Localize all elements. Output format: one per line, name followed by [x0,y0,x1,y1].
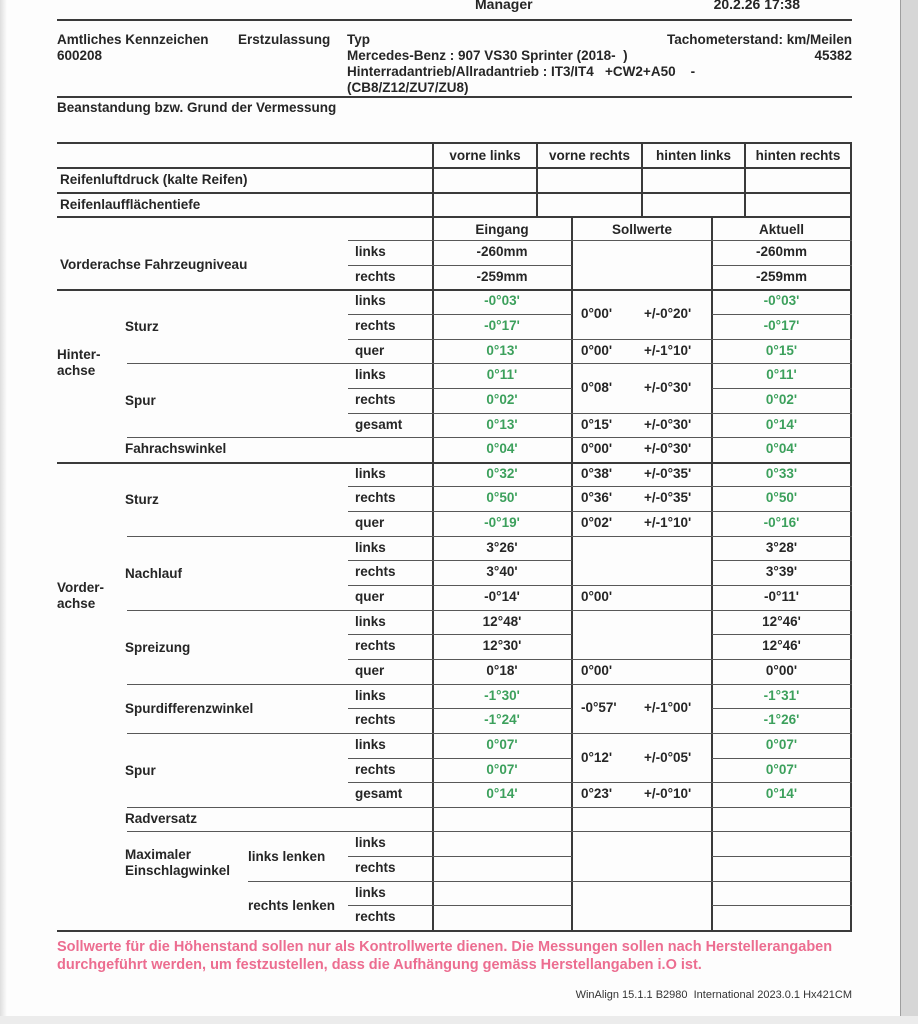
tire-table-line [57,167,852,169]
table-line [348,388,572,389]
row-sub-label: gesamt [355,417,403,432]
table-line [348,486,852,487]
row-sub-label: quer [355,515,385,530]
soll-tolerance: +/-1°00' [644,700,692,715]
value-aktuell: -0°16' [763,515,800,530]
value-eingang: 0°13' [486,417,518,432]
value-aktuell: -0°11' [764,589,799,604]
value-eingang: -0°19' [484,515,520,530]
group-line [248,881,852,882]
row-sub-label: links [355,367,386,382]
soll-nominal: 0°00' [581,663,613,678]
row-sub-label: rechts [355,860,396,875]
group-label-spreizung: Spreizung [125,640,191,655]
soll-nominal: 0°38' [581,466,613,481]
group-line [127,684,852,685]
soll-nominal: 0°23' [581,786,613,801]
value-aktuell: 0°02' [765,392,798,407]
value-eingang: -0°03' [484,293,520,308]
row-sub-label: rechts [355,909,396,924]
vehicle-drivetrain: Hinterradantrieb/Allradantrieb : IT3/IT4 +CW2+A50 - [347,64,696,79]
value-aktuell: 0°00' [765,663,798,678]
value-aktuell: 0°07' [765,762,798,777]
table-line [712,905,852,906]
table-line [712,265,852,266]
soll-nominal: 0°02' [581,515,613,530]
software-version: WinAlign 15.1.1 B2980 International 2023.0.1 Hx421CM [575,989,852,1001]
soll-nominal: 0°00' [581,306,613,321]
col-header-sollwerte: Sollwerte [611,222,673,237]
value-eingang: 0°11' [486,367,518,382]
table-line [712,560,852,561]
table-line [712,314,852,315]
table-line [712,708,852,709]
soll-nominal: 0°12' [581,750,613,765]
row-sub-label: gesamt [355,786,403,801]
table-line [348,314,572,315]
table-line [348,856,572,857]
row-sub-label: quer [355,589,385,604]
row-sub-label: rechts [355,392,396,407]
value-eingang: -1°30' [484,688,520,703]
value-aktuell: 0°11' [766,367,797,382]
value-eingang: 0°07' [486,737,518,752]
table-line [348,240,852,241]
table-line [348,708,572,709]
tire-row-label: Reifenluftdruck (kalte Reifen) [60,172,248,187]
value-aktuell: 0°14' [765,786,798,801]
soll-nominal: 0°00' [581,441,613,456]
row-sub-label: quer [355,343,385,358]
page-edge-bottom [0,1016,918,1024]
erstzulassung-label: Erstzulassung [238,32,331,47]
table-line [348,339,852,340]
soll-tolerance: +/-0°10' [644,786,692,801]
table-line [348,585,852,586]
table-line [348,413,852,414]
value-eingang: -1°24' [484,712,520,727]
table-line [348,634,572,635]
group-label-hinterachse: Hinter- [57,347,101,362]
group-label-spur-vorn: Spur [125,763,156,778]
group-label-nachlauf: Nachlauf [125,566,183,581]
table-line [712,856,852,857]
vehicle-model: Mercedes-Benz : 907 VS30 Sprinter (2018- ) [347,48,628,63]
value-aktuell: -260mm [755,244,808,259]
kennzeichen-value: 600208 [57,48,103,63]
soll-tolerance: +/-0°30' [644,417,692,432]
soll-nominal: -0°57' [581,700,617,715]
table-line [348,758,572,759]
table-line [348,511,852,512]
soll-nominal: 0°00' [581,589,613,604]
row-sub-label: links [355,540,386,555]
tire-col-header: hinten rechts [755,148,841,163]
info-divider-line [57,96,852,98]
tire-table-line [57,216,852,218]
report-datetime: 20.2.26 17:38 [713,0,800,12]
tire-row-label: Reifenlaufflächentiefe [60,197,201,212]
report-user: Manager [475,0,533,12]
page-edge-right [900,0,918,1024]
group-label-links-lenken: links lenken [248,849,326,864]
row-sub-label: rechts [355,490,396,505]
row-sub-label: links [355,614,386,629]
soll-nominal: 0°15' [581,417,613,432]
group-label-spurdifferenzwinkel: Spurdifferenzwinkel [125,701,254,716]
value-aktuell: 0°14' [765,417,798,432]
table-line [348,782,852,783]
value-aktuell: 3°28' [765,540,798,555]
group-label-spur-hinten: Spur [125,393,156,408]
table-line [712,388,852,389]
group-label-fahrachswinkel: Fahrachswinkel [125,441,227,456]
group-label-sturz-vorn: Sturz [125,492,159,507]
row-sub-label: rechts [355,564,396,579]
soll-tolerance: +/-0°05' [644,750,692,765]
vehicle-codes: (CB8/Z12/ZU7/ZU8) [347,80,469,95]
row-sub-label: links [355,688,386,703]
row-sub-label: links [355,737,386,752]
value-eingang: 0°50' [486,490,518,505]
group-label-max-einschlagwinkel: Einschlagwinkel [125,863,231,878]
soll-tolerance: +/-0°35' [644,466,692,481]
tire-table-line [57,192,852,194]
row-sub-label: rechts [355,712,396,727]
value-aktuell: -0°03' [763,293,800,308]
soll-tolerance: +/-1°10' [644,343,692,358]
row-sub-label: quer [355,663,385,678]
group-label-hinterachse: achse [57,363,96,378]
group-label-rechts-lenken: rechts lenken [248,898,336,913]
col-header-aktuell: Aktuell [758,222,804,237]
group-label-vorderachse: Vorder- [57,580,105,595]
tacho-value: 45382 [814,48,852,63]
table-line [712,758,852,759]
table-line [348,560,572,561]
value-eingang: 0°04' [486,441,518,456]
value-aktuell: -259mm [755,269,808,284]
table-line [571,217,573,930]
soll-nominal: 0°36' [581,490,613,505]
value-eingang: -260mm [476,244,528,259]
value-aktuell: -0°17' [763,318,800,333]
group-label-sturz-hinten: Sturz [125,319,159,334]
value-aktuell: 12°46' [762,614,801,629]
value-eingang: 0°14' [486,786,518,801]
table-line [348,905,572,906]
value-eingang: -0°17' [484,318,520,333]
group-line [127,831,852,832]
row-sub-label: links [355,244,386,259]
row-sub-label: rechts [355,638,396,653]
group-label-radversatz: Radversatz [125,811,198,826]
row-sub-label: links [355,885,386,900]
group-label-vorderachse: achse [57,596,96,611]
value-aktuell: 3°39' [765,564,798,579]
value-aktuell: 0°15' [765,343,798,358]
row-sub-label: rechts [355,762,396,777]
value-eingang: -0°14' [484,589,520,604]
complaint-label: Beanstandung bzw. Grund der Vermessung [57,100,337,115]
group-label-fahrzeugniveau: Vorderachse Fahrzeugniveau [60,257,248,272]
header-divider-line [57,19,852,21]
tire-col-header: vorne links [449,148,521,163]
row-sub-label: rechts [355,318,396,333]
value-eingang: 0°32' [486,466,518,481]
group-line [127,363,852,364]
value-aktuell: 0°33' [765,466,798,481]
typ-label: Typ [347,32,370,47]
value-aktuell: 0°04' [765,441,798,456]
row-sub-label: links [355,835,386,850]
value-aktuell: -1°31' [763,688,800,703]
value-eingang: 12°48' [482,614,522,629]
tacho-label: Tachometerstand: km/Meilen [666,32,852,47]
section-line [57,462,852,464]
value-eingang: 0°13' [486,343,518,358]
page-edge-left [0,0,7,1024]
tire-col-header: hinten links [655,148,731,163]
value-eingang: 3°26' [486,540,518,555]
footer-note: Sollwerte für die Höhenstand sollen nur als Kontrollwerte dienen. Die Messungen sollen nach Herstellerangaben durchgeführt werden, um festzustellen, dass die Aufhängung gemäss Herstellangaben i.O ist. [57,939,833,973]
row-sub-label: rechts [355,269,396,284]
value-eingang: 0°07' [486,762,518,777]
group-label-max-einschlagwinkel: Maximaler [125,847,192,862]
value-aktuell: 0°50' [765,490,798,505]
value-eingang: 0°02' [486,392,518,407]
row-sub-label: links [355,466,386,481]
soll-tolerance: +/-0°30' [644,441,692,456]
group-line [127,437,852,438]
soll-tolerance: +/-0°35' [644,490,692,505]
soll-tolerance: +/-0°20' [644,306,692,321]
value-eingang: 12°30' [482,638,522,653]
value-aktuell: 12°46' [762,638,801,653]
kennzeichen-label: Amtliches Kennzeichen [57,32,209,47]
section-line [57,930,852,932]
table-line [712,634,852,635]
col-header-eingang: Eingang [475,222,529,237]
table-line [348,659,852,660]
value-eingang: 0°18' [486,663,518,678]
group-line [127,733,852,734]
row-sub-label: links [355,293,386,308]
table-line [348,265,572,266]
group-line [127,807,852,808]
value-aktuell: 0°07' [765,737,798,752]
soll-nominal: 0°08' [581,380,613,395]
value-eingang: -259mm [476,269,528,284]
soll-nominal: 0°00' [581,343,613,358]
group-line [127,610,852,611]
value-eingang: 3°40' [486,564,518,579]
group-line [127,536,852,537]
value-aktuell: -1°26' [763,712,800,727]
section-line [57,289,852,291]
tire-table-line [57,142,852,144]
soll-tolerance: +/-1°10' [644,515,692,530]
tire-col-header: vorne rechts [548,148,631,163]
soll-tolerance: +/-0°30' [644,380,692,395]
